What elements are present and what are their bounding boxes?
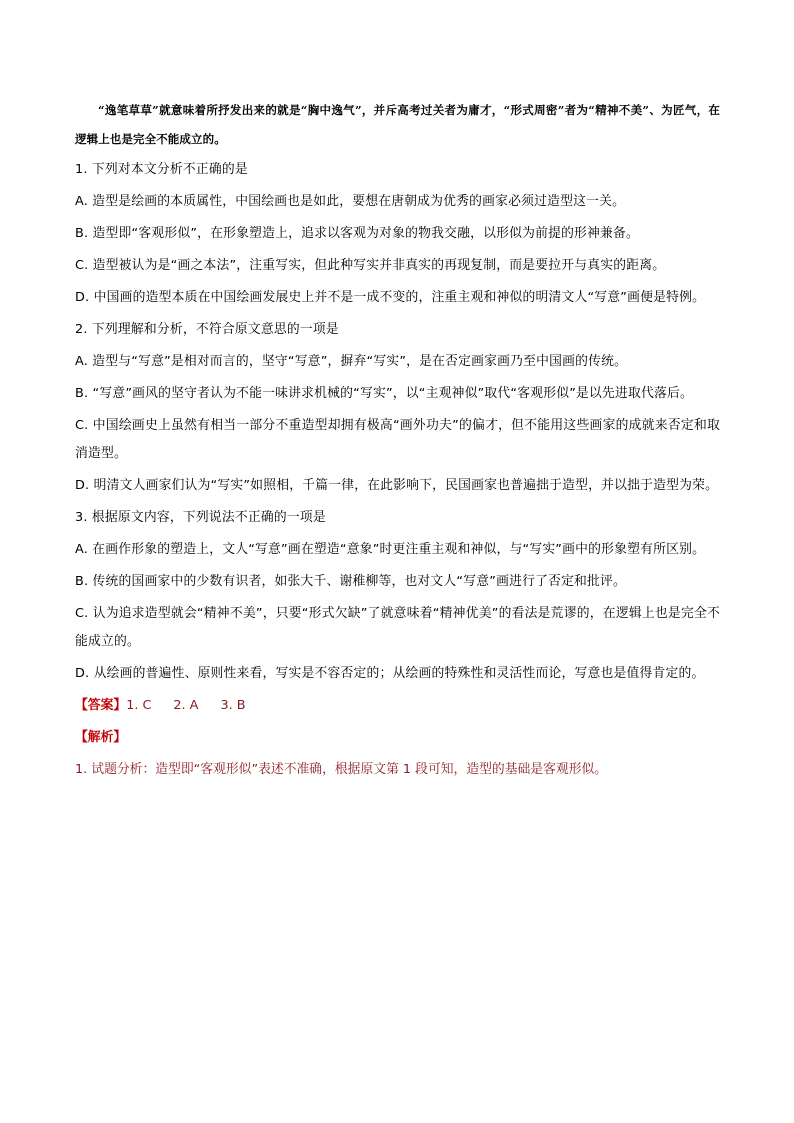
question-2-option-b: B. “写意”画风的坚守者认为不能一味讲求机械的“写实”，以“主观神似”取代“客观形似”是以先进取代落后。 <box>75 386 694 401</box>
analysis-line <box>75 756 720 784</box>
answer-line <box>75 692 720 720</box>
question-2-option-d: D. 明清文人画家们认为“写实”如照相，千篇一律，在此影响下，民国画家也普遍拙于造型，并以拙于造型为荣。 <box>75 478 719 493</box>
question-3-stem: 3. 根据原文内容，下列说法不正确的一项是 <box>75 510 326 525</box>
question-3-option-d: D. 从绘画的普遍性、原则性来看，写实是不容否定的；从绘画的特殊性和灵活性而论，写意也是值得肯定的。 <box>75 666 705 681</box>
question-2 <box>75 316 720 500</box>
analysis-heading <box>75 724 720 752</box>
question-3 <box>75 504 720 688</box>
question-3-option-b: B. 传统的国画家中的少数有识者，如张大千、谢稚柳等，也对文人“写意”画进行了否定和批评。 <box>75 574 627 589</box>
question-1-option-d: D. 中国画的造型本质在中国绘画发展史上并不是一成不变的，注重主观和神似的明清文人“写意”画便是特例。 <box>75 290 706 305</box>
question-1-option-a: A. 造型是绘画的本质属性，中国绘画也是如此，要想在唐朝成为优秀的画家必须过造型这一关。 <box>75 194 626 209</box>
analysis-label: 【解析】 <box>75 730 127 745</box>
question-2-stem: 2. 下列理解和分析，不符合原文意思的一项是 <box>75 322 339 337</box>
answer-label: 【答案】 <box>75 698 127 713</box>
question-1-stem: 1. 下列对本文分析不正确的是 <box>75 162 248 177</box>
question-2-option-c: C. 中国绘画史上虽然有相当一部分不重造型却拥有极高“画外功夫”的偏才，但不能用这些画家的成就来否定和取消造型。 <box>75 418 720 461</box>
intro-paragraph: “逸笔草草”就意味着所抒发出来的就是“胸中逸气”，并斥高考过关者为庸才，“形式周密”者为“精神不美”、为匠气，在逻辑上也是完全不能成立的。 <box>75 103 720 146</box>
answer-item-1: 1. C <box>126 698 152 713</box>
question-1 <box>75 156 720 312</box>
question-3-option-a: A. 在画作形象的塑造上，文人“写意”画在塑造“意象”时更注重主观和神似，与“写实”画中的形象塑有所区别。 <box>75 542 706 557</box>
question-1-option-c: C. 造型被认为是“画之本法”，注重写实，但此种写实并非真实的再现复制，而是要拉开与真实的距离。 <box>75 258 666 273</box>
answer-item-2: 2. A <box>173 698 199 713</box>
question-2-option-a: A. 造型与“写意”是相对而言的，坚守“写意”，摒弃“写实”，是在否定画家画乃至中国画的传统。 <box>75 354 628 369</box>
analysis-text: 1. 试题分析：造型即“客观形似”表述不准确，根据原文第 1 段可知，造型的基础是客观形似。 <box>75 762 608 777</box>
question-1-option-b: B. 造型即“客观形似”，在形象塑造上，追求以客观为对象的物我交融，以形似为前提的形神兼备。 <box>75 226 640 241</box>
question-3-option-c: C. 认为追求造型就会“精神不美”，只要“形式欠缺”了就意味着“精神优美”的看法是荒谬的，在逻辑上也是完全不能成立的。 <box>75 606 720 649</box>
answer-item-3: 3. B <box>220 698 246 713</box>
document-content <box>75 96 720 788</box>
